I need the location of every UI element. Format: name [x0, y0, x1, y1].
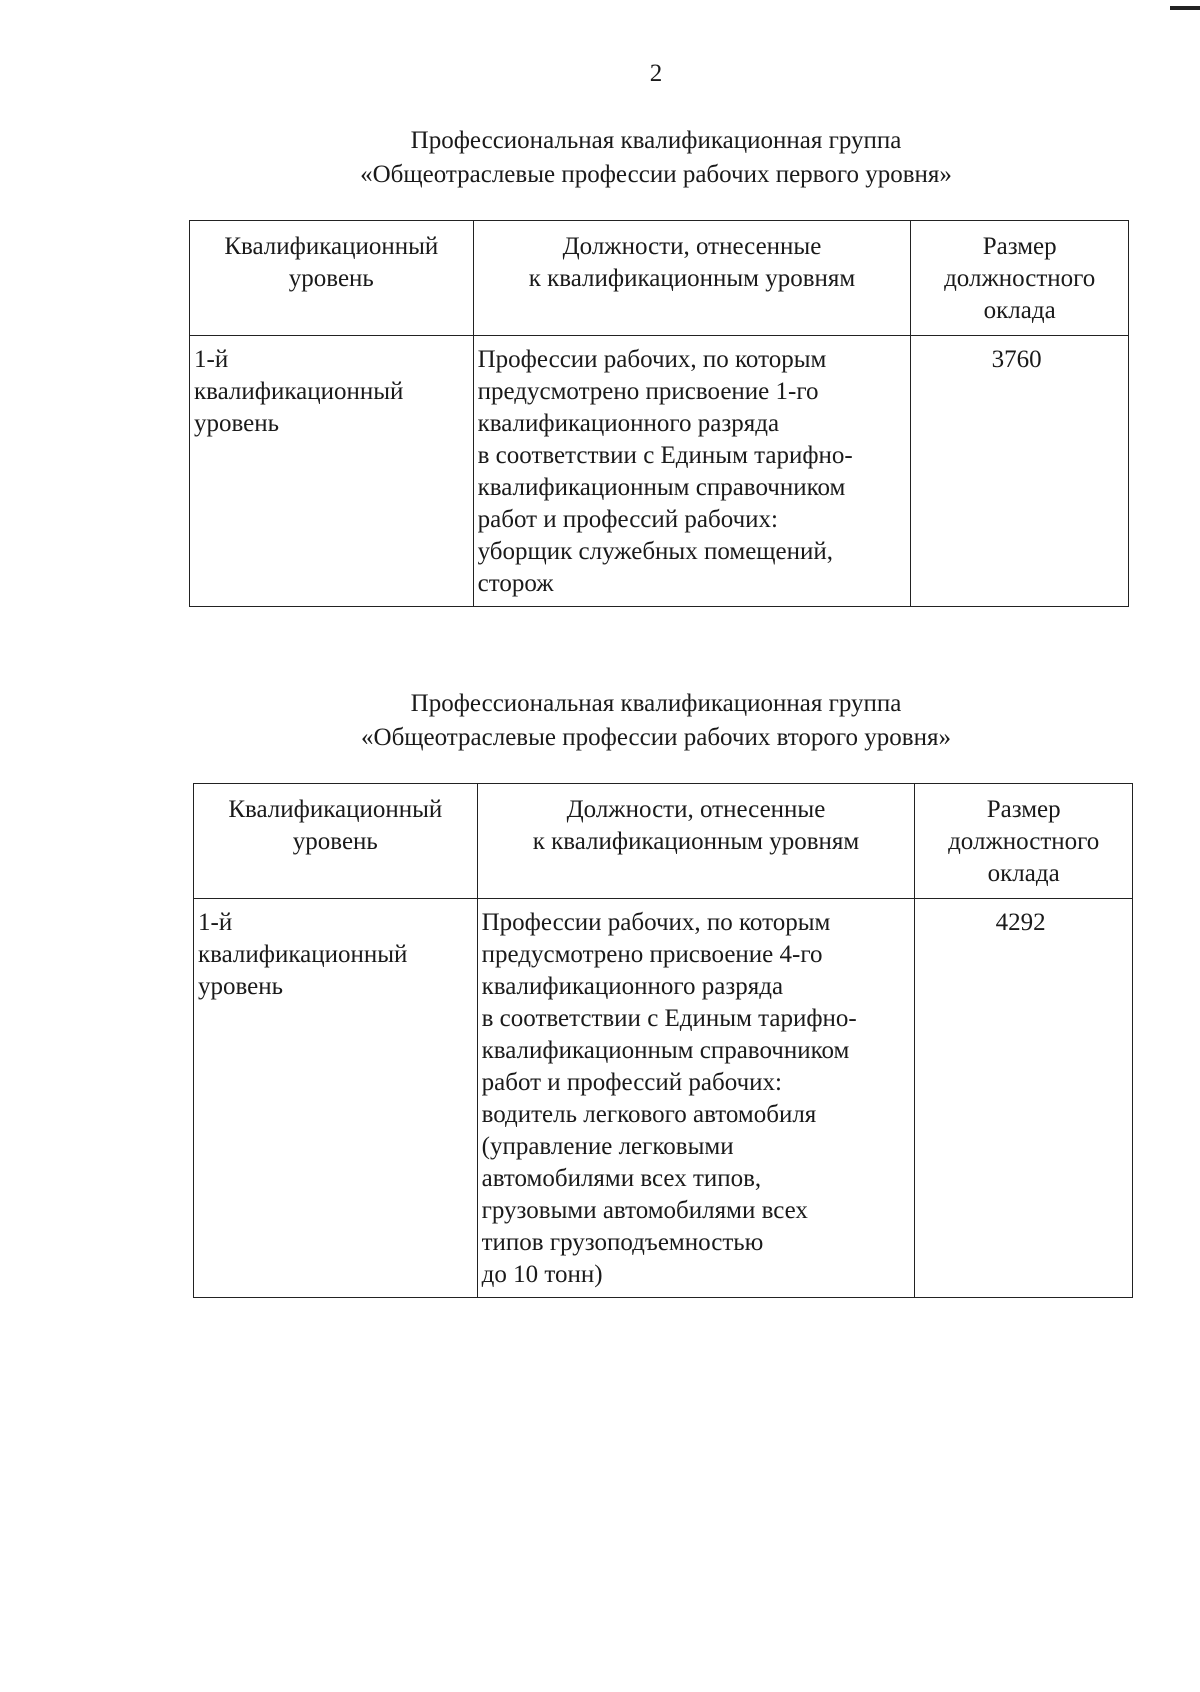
header-positions: Должности, отнесенные к квалификационным уровням [477, 784, 915, 899]
cell-salary: 4292 [915, 899, 1133, 1298]
cell-level: 1-й квалификационный уровень [190, 336, 474, 607]
header-positions: Должности, отнесенные к квалификационным уровням [473, 221, 911, 336]
header-level: Квалификационный уровень [190, 221, 474, 336]
qualification-table-2 [193, 783, 1133, 1298]
group-title-line: «Общеотраслевые профессии рабочих второго уровня» [361, 724, 951, 751]
scan-corner-mark [1170, 6, 1200, 10]
group-title-line: Профессиональная квалификационная группа [410, 127, 902, 154]
cell-level: 1-й квалификационный уровень [194, 899, 478, 1298]
table-header-row [190, 221, 1129, 336]
group-title-line: «Общеотраслевые профессии рабочих первого уровня» [360, 161, 952, 188]
cell-positions: Профессии рабочих, по которым предусмотрено присвоение 1-го квалификационного разряда в соответствии с Единым тарифно- квалификационным справочником работ и профессий рабочих: уборщик служебных помещений, сторож [473, 336, 911, 607]
group-title-2 [0, 687, 1200, 755]
qualification-table-1 [189, 220, 1129, 607]
table-row [194, 899, 1133, 1298]
table-header-row [194, 784, 1133, 899]
group-title-1 [0, 124, 1200, 192]
header-salary: Размер должностного оклада [911, 221, 1129, 336]
header-salary: Размер должностного оклада [915, 784, 1133, 899]
group-title-line: Профессиональная квалификационная группа [410, 690, 902, 717]
cell-salary: 3760 [911, 336, 1129, 607]
page-number: 2 [649, 60, 663, 87]
header-level: Квалификационный уровень [194, 784, 478, 899]
table-row [190, 336, 1129, 607]
cell-positions: Профессии рабочих, по которым предусмотрено присвоение 4-го квалификационного разряда в соответствии с Единым тарифно- квалификационным справочником работ и профессий рабочих: водитель легкового автомобиля (управление легковыми автомобилями всех типов, грузовыми автомобилями всех типов грузоподъемностью до 10 тонн) [477, 899, 915, 1298]
